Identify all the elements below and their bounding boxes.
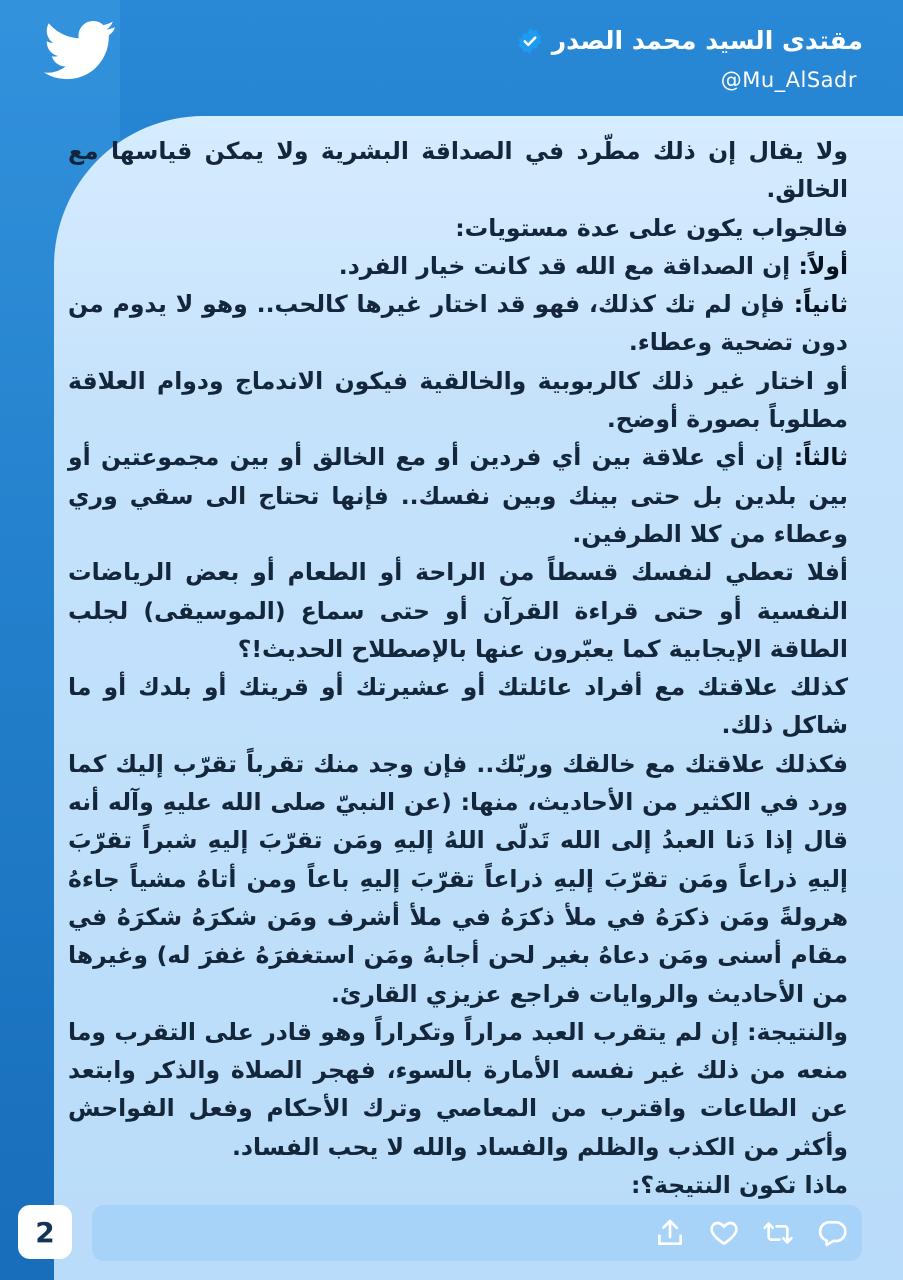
paragraph: ولا يقال إن ذلك مطّرد في الصداقة البشرية ولا يمكن قياسها مع الخالق.: [68, 137, 848, 204]
paragraph: والنتيجة: إن لم يتقرب العبد مراراً وتكراراً وهو قادر على التقرب وما منعه من ذلك غير نفسه الأمارة بالسوء، فهجر الصلاة والذكر وابتعد عن الطاعات واقترب من المعاصي وترك الأحكام وفعل الفواحش وأكثر من الكذب والظلم والفساد والله لا يحب الفساد.: [68, 1017, 848, 1161]
paragraph: فالجواب يكون على عدة مستويات:: [455, 213, 848, 242]
author-handle[interactable]: @Mu_AlSadr: [720, 68, 857, 92]
author-row: [516, 26, 863, 55]
paragraph: كذلك علاقتك مع أفراد عائلتك أو عشيرتك أو قريتك أو بلدك أو ما شاكل ذلك.: [68, 673, 848, 740]
tweet-actions-bar: [92, 1205, 862, 1261]
paragraph: أفلا تعطي لنفسك قسطاً من الراحة أو الطعام أو بعض الرياضات النفسية أو حتى قراءة القرآن أو حتى سماع (الموسيقى) لجلب الطاقة الإيجابية كما يعبّرون عنها بالإصطلاح الحديث!؟: [68, 558, 848, 663]
paragraph: فكذلك علاقتك مع خالقك وربّك.. فإن وجد منك تقرباً تقرّب إليك كما ورد في الكثير من الأحاديث، منها: (عن النبيّ صلى الله عليهِ وآله أنه قال إذا دَنا العبدُ إلى الله تَدلّى اللهُ إليهِ ومَن تقرّبَ إليهِ شبراً تقرّبَ إليهِ ذراعاً ومَن تقرّبَ إليهِ ذراعاً تقرّبَ إليهِ باعاً ومن أتاهُ مشياً جاءهُ هرولةً ومَن ذكرَهُ في ملأ ذكرَهُ في ملأ أشرف ومَن شكرَهُ شكرَهُ في مقام أسنى ومَن دعاهُ بغير لحن أجابهُ ومَن استغفرَهُ غفرَ له) وغيرها من الأحاديث والروايات فراجع عزيزي القارئ.: [68, 749, 848, 1008]
paragraph: أو اختار غير ذلك كالربوبية والخالقية فيكون الاندماج ودوام العلاقة مطلوباً بصورة أوضح.: [68, 366, 848, 434]
tweet-header: [0, 0, 903, 110]
point-label: ثالثاً:: [793, 443, 848, 472]
paragraph: [68, 247, 848, 285]
point-label: ثانياً:: [793, 290, 848, 319]
reply-icon[interactable]: [816, 1217, 848, 1249]
paragraph: ماذا تكون النتيجة؟:: [630, 1171, 848, 1200]
tweet-body: [68, 132, 848, 1204]
author-name[interactable]: مقتدى السيد محمد الصدر: [551, 26, 863, 55]
retweet-icon[interactable]: [762, 1217, 794, 1249]
like-heart-icon[interactable]: [708, 1217, 740, 1249]
point-label: أولاً:: [798, 251, 848, 280]
paragraph: [68, 285, 848, 362]
page-number-badge: 2: [18, 1205, 72, 1259]
share-icon[interactable]: [654, 1217, 686, 1249]
paragraph: [68, 438, 848, 553]
twitter-bird-icon: [44, 20, 116, 80]
actions-group: [654, 1217, 848, 1249]
paragraph-text: إن الصداقة مع الله قد كانت خيار الفرد.: [338, 251, 799, 280]
paragraph-text: إن أي علاقة بين أي فردين أو مع الخالق أو بين مجموعتين أو بين بلدين بل حتى بينك وبين نفسك.. فإنها تحتاج الى سقي وري وعطاء من كلا الطرفين.: [68, 443, 848, 548]
verified-badge-icon: [516, 27, 544, 55]
paragraph-text: فإن لم تك كذلك، فهو قد اختار غيرها كالحب.. وهو لا يدوم من دون تضحية وعطاء.: [68, 290, 848, 357]
